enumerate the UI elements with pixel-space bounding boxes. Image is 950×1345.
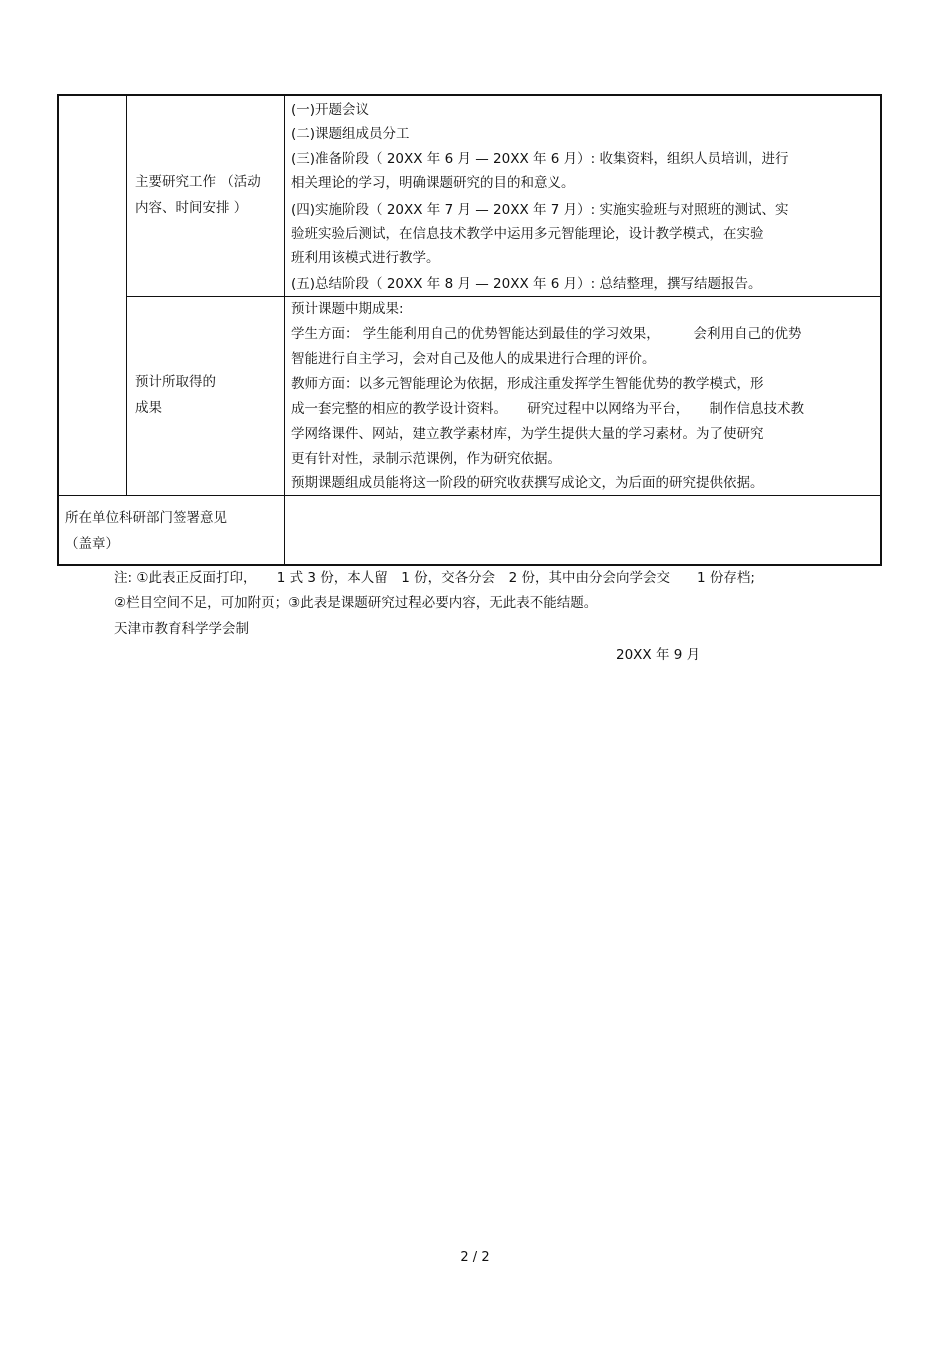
row-divider-1	[126, 296, 882, 297]
issue-date: 20XX 年 9 月	[616, 647, 701, 663]
department-signature-label-line-2: （盖章）	[65, 536, 119, 552]
expected-results-line-8: 预期课题组成员能将这一阶段的研究收获撰写成论文，为后面的研究提供依据。	[291, 475, 764, 491]
application-form-table	[57, 94, 882, 566]
expected-results-line-2: 学生方面： 学生能利用自己的优势智能达到最佳的学习效果， 会利用自己的优势	[291, 326, 802, 342]
work-plan-line-4: 相关理论的学习，明确课题研究的目的和意义。	[291, 175, 575, 191]
expected-results-label-line-1: 预计所取得的	[135, 374, 216, 390]
work-plan-label-line-2: 内容、时间安排 ）	[135, 200, 248, 216]
page-number: 2 / 2	[460, 1250, 490, 1265]
row-divider-2	[59, 495, 882, 496]
issuer-line: 天津市教育科学学会制	[114, 621, 249, 637]
work-plan-line-5: (四)实施阶段（ 20XX 年 7 月 — 20XX 年 7 月）: 实施实验班与对照班的测试、实	[291, 202, 789, 218]
work-plan-line-7: 班利用该模式进行教学。	[291, 250, 440, 266]
work-plan-line-1: (一)开题会议	[291, 102, 370, 118]
expected-results-label	[135, 369, 280, 421]
work-plan-line-6: 验班实验后测试，在信息技术教学中运用多元智能理论，设计教学模式，在实验	[291, 226, 764, 242]
department-signature-label-line-1: 所在单位科研部门签署意见	[65, 510, 227, 526]
expected-results-line-7: 更有针对性，录制示范课例，作为研究依据。	[291, 451, 561, 467]
work-plan-label-line-1: 主要研究工作 （活动	[135, 174, 261, 190]
department-signature-label	[65, 505, 280, 557]
expected-results-line-6: 学网络课件、网站，建立教学素材库，为学生提供大量的学习素材。为了使研究	[291, 426, 764, 442]
expected-results-label-line-2: 成果	[135, 400, 162, 416]
expected-results-line-5: 成一套完整的相应的教学设计资料。 研究过程中以网络为平台， 制作信息技术教	[291, 401, 804, 417]
work-plan-line-2: (二)课题组成员分工	[291, 126, 410, 142]
work-plan-label	[135, 169, 280, 221]
note-line-2: ②栏目空间不足，可加附页；③此表是课题研究过程必要内容，无此表不能结题。	[114, 595, 598, 611]
work-plan-line-8: (五)总结阶段（ 20XX 年 8 月 — 20XX 年 6 月）: 总结整理，撰写结题报告。	[291, 276, 762, 292]
note-line-1: 注: ①此表正反面打印， 1 式 3 份，本人留 1 份，交各分会 2 份，其中由分会向学会交 1 份存档;	[114, 570, 755, 586]
expected-results-line-3: 智能进行自主学习，会对自己及他人的成果进行合理的评价。	[291, 351, 656, 367]
expected-results-line-4: 教师方面：以多元智能理论为依据，形成注重发挥学生智能优势的教学模式，形	[291, 376, 764, 392]
department-signature-field[interactable]	[286, 497, 880, 564]
expected-results-line-1: 预计课题中期成果:	[291, 301, 404, 317]
work-plan-line-3: (三)准备阶段（ 20XX 年 6 月 — 20XX 年 6 月）: 收集资料，组织人员培训，进行	[291, 151, 789, 167]
